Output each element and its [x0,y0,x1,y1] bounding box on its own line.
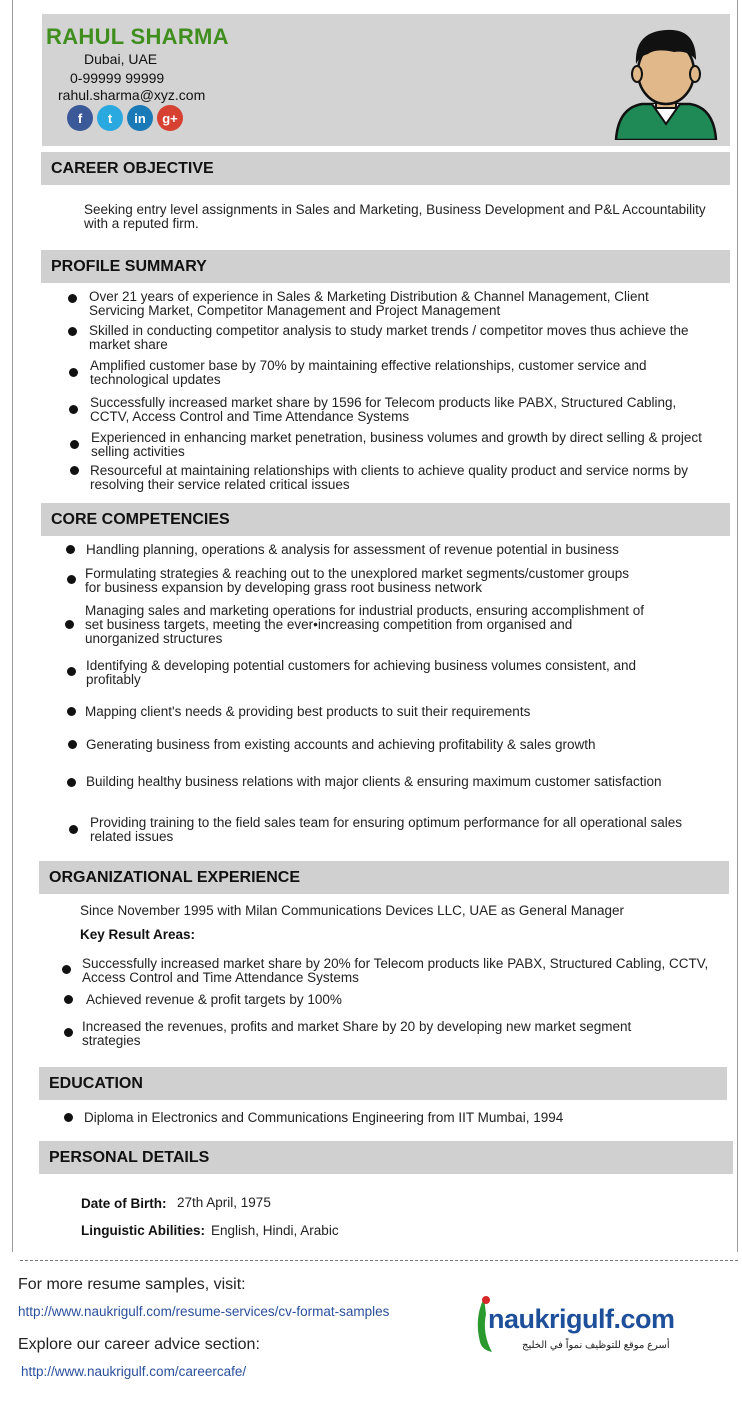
samples-link[interactable]: http://www.naukrigulf.com/resume-services/cv-format-samples [18,1304,390,1319]
dob-label: Date of Birth: [81,1196,167,1211]
advice-link[interactable]: http://www.naukrigulf.com/careercafe/ [21,1364,247,1379]
competency-item: Generating business from existing accounts and achieving profitability & sales growth [86,737,596,752]
kra-item: Successfully increased market share by 20% for Telecom products like PABX, Structured Cabling, CCTV, Access Control and Time Attendance Systems [82,956,709,985]
competency-item: Identifying & developing potential customers for achieving business volumes consistent, and profitably [86,658,637,687]
bullet-icon [68,740,77,749]
logo-text: naukrigulf.com [488,1304,675,1334]
footer-divider [20,1260,738,1261]
samples-text: For more resume samples, visit: [18,1276,246,1293]
career-objective-text: Seeking entry level assignments in Sales and Marketing, Business Development and P&L Accountability with a reputed firm. [84,202,706,231]
bullet-icon [70,440,79,449]
bullet-icon [70,466,79,475]
bullet-icon [68,327,77,336]
twitter-icon[interactable]: t [97,105,123,131]
bullet-icon [64,1028,73,1037]
bullet-icon [64,1113,73,1122]
competency-item: Formulating strategies & reaching out to the unexplored market segments/customer groups for business expansion by developing grass root business network [85,566,630,595]
section-core-competencies: CORE COMPETENCIES [41,503,730,536]
languages-label: Linguistic Abilities: [81,1223,206,1238]
profile-summary-item: Experienced in enhancing market penetration, business volumes and growth by direct selling & project selling activities [91,430,702,459]
bullet-icon [62,965,71,974]
competency-item: Mapping client's needs & providing best products to suit their requirements [85,704,531,719]
google-plus-icon[interactable]: g+ [157,105,183,131]
kra-label: Key Result Areas: [80,927,196,942]
competency-item: Providing training to the field sales team for ensuring optimum performance for all operational sales related issues [90,815,683,844]
education-item: Diploma in Electronics and Communications Engineering from IIT Mumbai, 1994 [84,1110,564,1125]
kra-item: Increased the revenues, profits and market Share by 20 by developing new market segment strategies [82,1019,632,1048]
bullet-icon [69,825,78,834]
location-text: Dubai, UAE [84,51,158,67]
bullet-icon [67,575,76,584]
bullet-icon [64,995,73,1004]
bullet-icon [66,545,75,554]
profile-summary-item: Amplified customer base by 70% by maintaining effective relationships, customer service and technological updates [90,358,647,387]
profile-summary-item: Successfully increased market share by 1596 for Telecom products like PABX, Structured Cabling, CCTV, Access Control and Time Attendance Systems [90,395,677,424]
candidate-name: RAHUL SHARMA [46,24,229,49]
bullet-icon [68,294,77,303]
experience-summary: Since November 1995 with Milan Communications Devices LLC, UAE as General Manager [80,903,624,918]
competency-item: Building healthy business relations with major clients & ensuring maximum customer satisfaction [86,774,662,789]
languages-value: English, Hindi, Arabic [211,1223,339,1238]
section-organizational-experience: ORGANIZATIONAL EXPERIENCE [39,861,729,894]
linkedin-icon[interactable]: in [127,105,153,131]
email-text: rahul.sharma@xyz.com [58,87,206,103]
profile-summary-item: Resourceful at maintaining relationships with clients to achieve quality product and service norms by resolving their service related critical issues [90,463,689,492]
kra-item: Achieved revenue & profit targets by 100% [86,992,342,1007]
phone-text: 0-99999 99999 [70,70,165,86]
bullet-icon [67,707,76,716]
bullet-icon [69,368,78,377]
logo-tagline: أسرع موقع للتوظيف نمواً في الخليج [522,1340,670,1351]
competency-item: Handling planning, operations & analysis for assessment of revenue potential in business [86,542,619,557]
profile-summary-item: Over 21 years of experience in Sales & Marketing Distribution & Channel Management, Client Servicing Market, Competitor Management and Project Management [89,289,649,318]
bullet-icon [69,405,78,414]
social-links [67,105,183,131]
competency-item: Managing sales and marketing operations for industrial products, ensuring accomplishment of set business targets, meeting the ever•increasing competition from organised and unorganized structures [85,603,645,646]
advice-text: Explore our career advice section: [18,1336,260,1353]
dob-value: 27th April, 1975 [177,1195,271,1210]
avatar-icon [612,24,720,140]
section-personal-details: PERSONAL DETAILS [39,1141,733,1174]
section-career-objective: CAREER OBJECTIVE [41,152,730,185]
bullet-icon [65,620,74,629]
profile-summary-item: Skilled in conducting competitor analysis to study market trends / competitor moves thus achieve the market share [89,323,689,352]
bullet-icon [67,667,76,676]
bullet-icon [67,778,76,787]
facebook-icon[interactable]: f [67,105,93,131]
section-profile-summary: PROFILE SUMMARY [41,250,730,283]
section-education: EDUCATION [39,1067,727,1100]
